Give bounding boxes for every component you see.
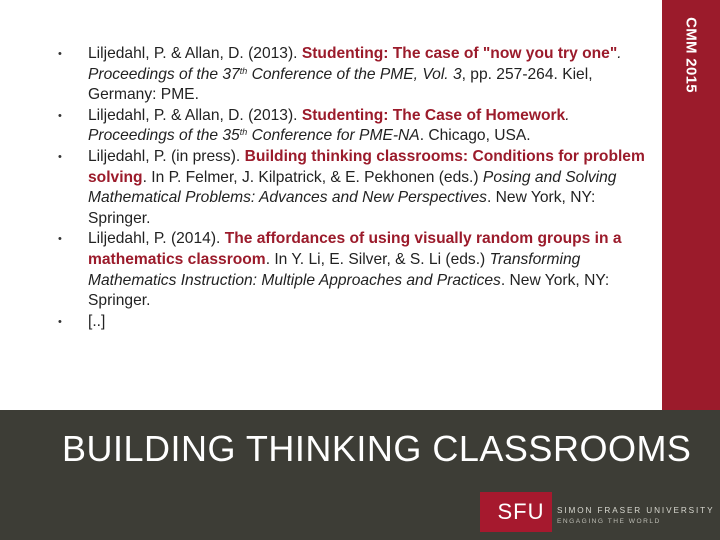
bullet: •	[58, 48, 62, 60]
bullet: •	[58, 233, 62, 246]
reference-rest: . Chicago, USA.	[419, 127, 531, 145]
reference-item	[56, 229, 656, 311]
reference-rest: . New York, NY: Springer.	[88, 271, 610, 310]
reference-venue: . Proceedings of the 35th Conference for PME-NA	[88, 106, 570, 145]
reference-authors: Liljedahl, P. (2014).	[88, 230, 225, 248]
reference-title: Building thinking classrooms: Conditions for problem solving	[88, 147, 645, 186]
sfu-logo	[480, 492, 552, 532]
reference-authors: Liljedahl, P. (in press).	[88, 147, 245, 165]
reference-editors: . In P. Felmer, J. Kilpatrick, & E. Pekhonen (eds.)	[142, 168, 483, 186]
reference-title: Studenting: The Case of Homework	[301, 106, 566, 124]
bullet: •	[58, 150, 62, 163]
reference-item	[56, 147, 656, 229]
reference-title: The affordances of using visually random groups in a mathematics classroom	[88, 230, 622, 268]
reference-venue: . Proceedings of the 37th Conference of the PME, Vol. 3	[88, 45, 622, 83]
reference-rest: . New York, NY: Springer.	[88, 189, 596, 227]
reference-item	[56, 312, 656, 333]
reference-authors: Liljedahl, P. & Allan, D. (2013).	[88, 106, 302, 124]
bullet: •	[58, 315, 62, 328]
conference-label: CMM 2015	[682, 17, 700, 93]
reference-authors: Liljedahl, P. & Allan, D. (2013).	[88, 45, 302, 62]
reference-book: Posing and Solving Mathematical Problems: Advances and New Perspectives	[88, 168, 617, 207]
footer-title: BUILDING THINKING CLASSROOMS	[62, 428, 692, 469]
reference-book: Transforming Mathematics Instruction: Multiple Approaches and Practices	[88, 250, 581, 289]
bullet: •	[58, 109, 62, 122]
reference-title: Studenting: The case of "now you try one"	[301, 45, 618, 62]
university-tagline: ENGAGING THE WORLD	[557, 518, 661, 525]
reference-list	[56, 44, 656, 332]
reference-editors: . In Y. Li, E. Silver, & S. Li (eds.)	[265, 250, 490, 268]
sfu-logo-text: SFU	[497, 499, 545, 524]
reference-item	[56, 106, 656, 147]
reference-rest: , pp. 257-264. Kiel, Germany: PME.	[88, 65, 593, 104]
footer-band	[0, 410, 720, 540]
reference-item	[56, 44, 656, 106]
reference-ellipsis: [..]	[88, 312, 106, 330]
university-name: SIMON FRASER UNIVERSITY	[557, 506, 715, 515]
